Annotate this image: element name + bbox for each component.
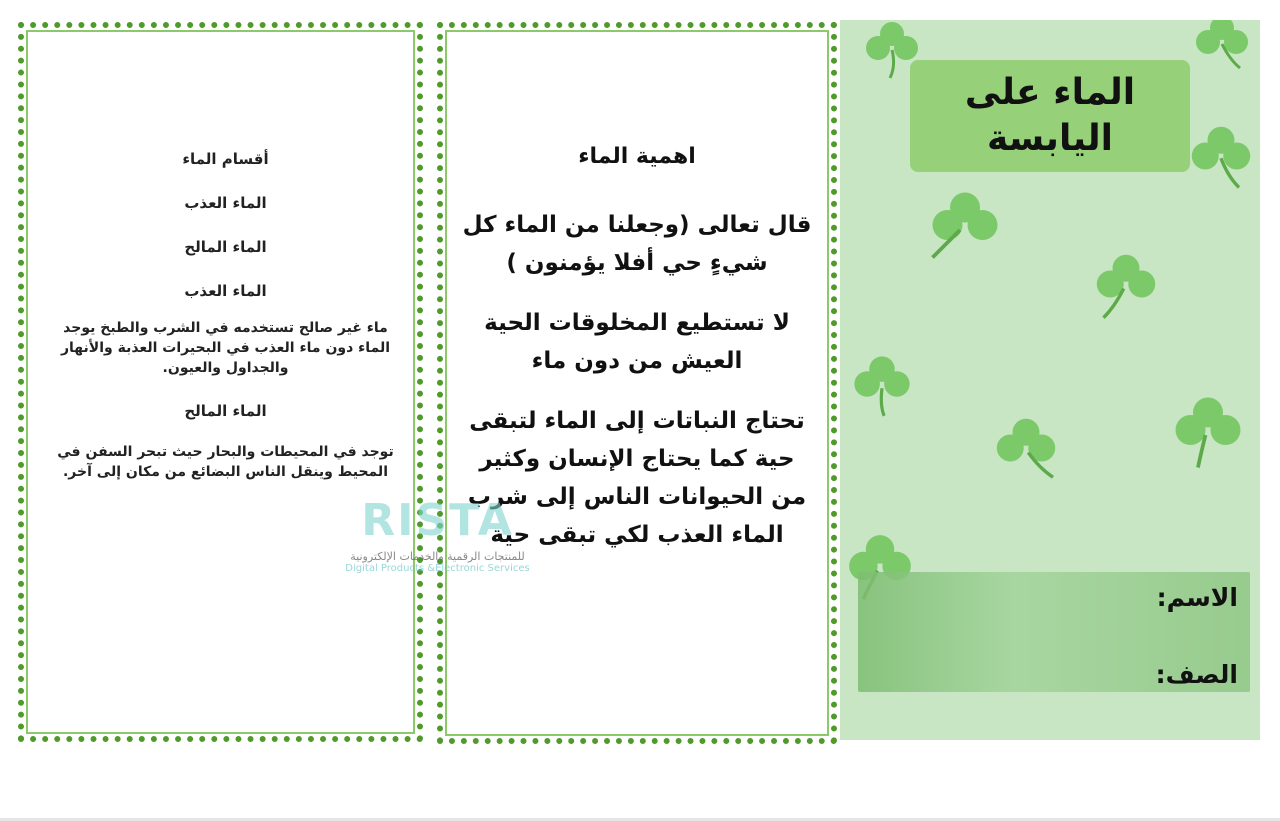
student-class-label: الصف: xyxy=(1155,660,1238,689)
middle-panel xyxy=(437,22,837,744)
watermark-logo: RISTA xyxy=(361,495,514,546)
watermark xyxy=(330,495,545,630)
salt-water-paragraph: توجد في المحيطات والبحار حيث تبحر السفن في المحيط وينقل الناس البضائع من مكان إلى آخر. xyxy=(57,444,394,480)
left-panel xyxy=(18,22,423,742)
clover-icon xyxy=(1185,120,1257,192)
living-things-text: لا تستطيع المخلوقات الحية العيش من دون ماء xyxy=(484,310,790,374)
cover-title-line2: اليابسة xyxy=(986,118,1114,159)
salt-water-item: الماء المالح xyxy=(184,238,267,256)
fresh-water-paragraph: ماء غير صالح تستخدمه في الشرب والطبخ يوجد الماء دون ماء العذب في البحيرات العذبة والأنهار والجداول والعيون. xyxy=(60,320,391,376)
clover-icon xyxy=(1168,390,1248,470)
left-content xyxy=(48,150,403,506)
cover-title-line1: الماء على xyxy=(964,72,1136,113)
plants-need-water-text: تحتاج النباتات إلى الماء لتبقى حية كما يحتاج الإنسان وكثير من الحيوانات الناس إلى شرب الماء العذب لكي تبقى حية xyxy=(467,408,807,548)
watermark-english: Digital Products &Electronic Services xyxy=(345,563,530,574)
cover-title-box xyxy=(910,60,1190,172)
water-types-heading: أقسام الماء xyxy=(182,150,269,168)
fresh-water-item: الماء العذب xyxy=(184,194,267,212)
importance-title: اهمية الماء xyxy=(578,144,696,169)
clover-icon xyxy=(1090,248,1162,320)
fresh-water-heading: الماء العذب xyxy=(184,282,267,300)
student-name-label: الاسم: xyxy=(1156,583,1238,612)
cover-panel xyxy=(840,20,1260,740)
clover-icon xyxy=(925,185,1005,265)
watermark-arabic: للمنتجات الرقمية والخدمات الإلكترونية xyxy=(350,550,525,563)
clover-icon xyxy=(848,350,916,418)
salt-water-heading: الماء المالح xyxy=(184,402,267,420)
clover-icon xyxy=(1190,20,1254,74)
quran-verse: قال تعالى (وجعلنا من الماء كل شيءٍ حي أفلا يؤمنون ) xyxy=(462,212,812,276)
clover-icon xyxy=(990,412,1062,484)
